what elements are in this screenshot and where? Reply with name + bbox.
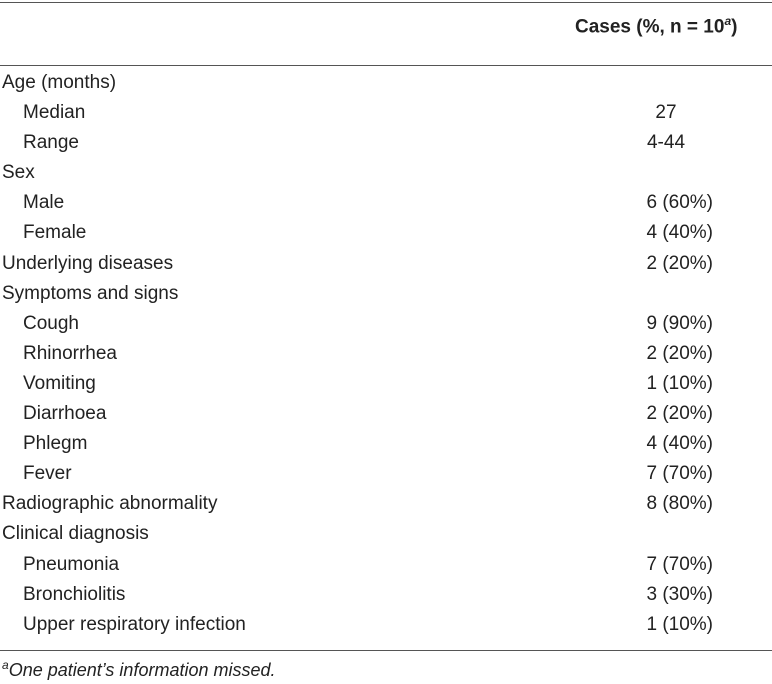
table-row	[0, 68, 772, 98]
column-header-footnote-marker: a	[724, 14, 732, 28]
row-label: Underlying diseases	[2, 252, 174, 274]
table-row	[0, 580, 772, 610]
row-value: 4 (40%)	[646, 433, 713, 455]
column-header-text: Cases (%, n = 10	[575, 16, 725, 38]
row-value: 2 (20%)	[646, 403, 713, 425]
row-label: Bronchiolitis	[23, 583, 126, 605]
table-top-rule	[0, 2, 772, 3]
row-value: 1 (10%)	[646, 613, 713, 635]
row-label: Phlegm	[23, 433, 88, 455]
footnote-text: One patient’s information missed.	[8, 660, 276, 680]
table-row	[0, 188, 772, 218]
row-value: 2 (20%)	[646, 342, 713, 364]
table-header-row	[0, 14, 772, 44]
table-row	[0, 550, 772, 580]
row-label: Upper respiratory infection	[23, 613, 246, 635]
table-row	[0, 158, 772, 188]
row-label: Male	[23, 192, 65, 214]
row-value: 6 (60%)	[646, 192, 713, 214]
row-label: Cough	[23, 312, 79, 334]
row-label: Median	[23, 102, 86, 124]
table-row	[0, 459, 772, 489]
table-row	[0, 309, 772, 339]
row-value: 2 (20%)	[646, 252, 713, 274]
row-label: Clinical diagnosis	[2, 523, 149, 545]
row-value: 7 (70%)	[646, 463, 713, 485]
table-row	[0, 249, 772, 279]
row-label: Female	[23, 222, 87, 244]
table-row	[0, 98, 772, 128]
row-value: 4 (40%)	[646, 222, 713, 244]
table-row	[0, 489, 772, 519]
table-row	[0, 610, 772, 640]
row-label: Radiographic abnormality	[2, 493, 218, 515]
row-label: Rhinorrhea	[23, 342, 117, 364]
row-value: 3 (30%)	[646, 583, 713, 605]
column-header-close: )	[731, 16, 738, 38]
row-value: 7 (70%)	[646, 553, 713, 575]
table-header-rule	[0, 65, 772, 66]
column-header-cases	[575, 14, 737, 38]
row-label: Range	[23, 132, 79, 154]
table-body	[0, 68, 772, 640]
row-value: 9 (90%)	[646, 312, 713, 334]
table-row	[0, 339, 772, 369]
footnote-marker: a	[2, 658, 9, 672]
row-label: Sex	[2, 162, 35, 184]
row-label: Diarrhoea	[23, 403, 107, 425]
row-label: Pneumonia	[23, 553, 120, 575]
table-row	[0, 399, 772, 429]
row-value: 4-44	[646, 132, 686, 154]
row-value: 1 (10%)	[646, 372, 713, 394]
row-value: 8 (80%)	[646, 493, 713, 515]
table-row	[0, 279, 772, 309]
table-footnote	[2, 658, 276, 681]
table-row	[0, 429, 772, 459]
table-bottom-rule	[0, 650, 772, 651]
row-label: Vomiting	[23, 372, 96, 394]
table-row	[0, 519, 772, 549]
table-row	[0, 128, 772, 158]
row-label: Symptoms and signs	[2, 282, 179, 304]
row-label: Age (months)	[2, 72, 117, 93]
row-label: Fever	[23, 463, 72, 485]
row-value: 27	[655, 102, 677, 124]
table-row	[0, 218, 772, 248]
table-row	[0, 369, 772, 399]
